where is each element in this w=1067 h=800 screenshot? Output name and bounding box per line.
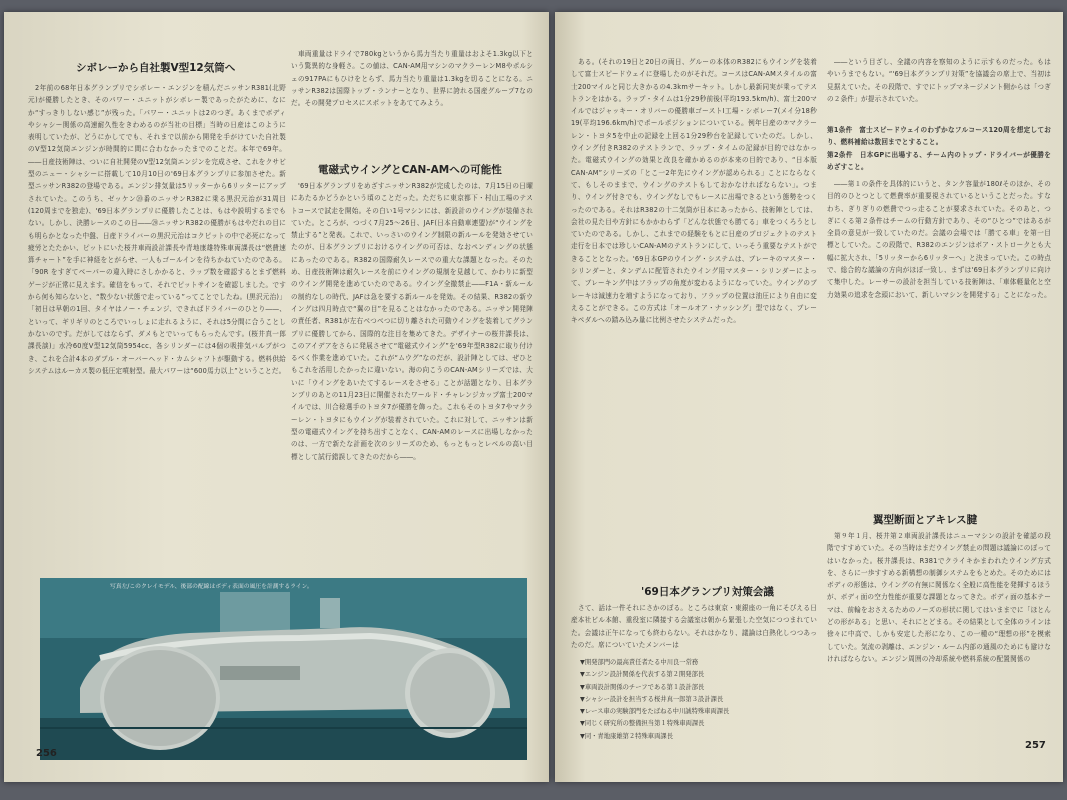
text-column-2 [827, 56, 1051, 134]
body-text: 2年前の68年日本グランプリでシボレー・エンジンを積んだニッサンR381(北野元)が優勝したとき、そのパワー・ユニットがシボレー製であったがために、なにか“すっきりしない感じ”が残った。「パワー・ユニットは2のつぎ。あくまでボディやシャシー関係の高速耐久性をきわめるのが当社の目標」当時の日産はこのように表明していたが、どうにかしてでも、それまで以前から開発を手がけていた自社製のV型12気筒エンジンが時間的に間に合わなかったまでのことだ。本年で69年。――日産技術陣は、ついに自社開発のV型12気筒エンジンを完成させ、これをクサビ型のニュー・シャシーに搭載して10月10日の'69日本グランプリに参加させた。新型ニッサンR382の登場である。エンジン排気量は5リッターから6リッターにアップされていた。このうち、ゼッケン⑳番のニッサンR382に乗る黒沢元治が31周目(120周までを独走)、'69日本グランプリに優勝したことは、もはや説明するまでもない。しかし、決勝レースのこの日――⑳ニッサンR382の優勝がもはやだれの目にも明らかとなった中盤、日産ドライバーの黒沢元治はコクピットの中で必死になって疲労とたたかい、ピットにいた桜井車両設計課長や青地康雄特殊車両課長は“燃費速算チャート”を手に神経をとがらせ、一人もゴールインを待ちかねていたのである。「90R をすぎてベーパーの違入時にさしかかると、ラップ数を確認するとまず燃料ゲージが正常に見えます。確信をもって、それでピットサインを確認しました。ですから何も知らないと、“数少ない状態で走っている”ってことでしたね。(黒沢元治)」「初日は早朝の1回、タイヤはノー・チェンジ、できればドライバーのひとり――、といって、ギリギリのところでいっしょに走れるように、それは5分間に合うことしかないのです。だがしてはならず、ダメもとでいってもらったんです。(桜井真一郎課長談)」水冷60度V型12気筒5954cc、各シリンダーには4個の吸排気バルブがつき、これを合計4本のダブル・オーバーヘッド・カムシャフトが駆動する。燃料供給システムはルーカス製の低圧定噴射型。最大パワーは“600馬力以上”ということだ。 [28, 84, 286, 375]
body-text: '69日本グランプリをめざすニッサンR382が完成したのは、7月15日の日曜にあたるかどうかという頃のことだった。ただちに東京都下・村山工場のテストコースで試走を開始。その白い1号マシンには、新設計のウイングが装備されていた。ところが、つづく7月25～26日、JAF(日本自動車連盟)が“ウイングを禁止する”と発表。これで、いっさいのウイング制限の新ルールを発効させていたのが、日本グランプリにおけるウイングの可否は、なおペンディングの状態にあったのである。R382の国際耐久レースでの重大な課題となった。そのため、日産技術陣は耐久レースを前にウイングの規制を見越して、かわりに新型のウイング開発を進めていたのである。ウイング全撤禁止――F1A・新ルールの制約なしの時代、JAFは急を要する新ルールを発効。その結果、R382の新ウイングは四月時点で“翼の目”を見ることはなかったのである。ニッサン開発陣の責任者、R381が左右べつべつに切り離された可動ウイングを装着してグランプリに優勝してから、国際的な注目を集めてきた。デザイナーの桜井課長は、このアイデアをさらに発展させて“電磁式ウイング”を'69年型R382に取り付けるべく作業を進めていた。これが“ムウグ”なのだが、設計陣としては、ぜひともこれを活用したかったに違いない。海の向こうのCAN-AMシリーズでは、大いに「ウイングをあいたてするレースをさせる」ことが話題となり、日本グランプリのあとの11月23日に開催されたワールド・チャレンジカップ富士200マイルでは、川合稔選手のトヨタ7が優勝を飾った。これもそのトヨタ7やマクラーレン・トヨタにもウイングが装着されていた。これに対して、ニッサンは新型の電磁式ウイングを持ち出すことなく、CAN-AMのレースに出場しなかったのは、一方で新たな計画を次のシリーズのため、もっともっとレベルの高い目標として試行錯誤してきたのだから――。 [291, 182, 533, 461]
list-item: ▼シャシー設計を担当する桜井真一郎第３設計課長 [580, 695, 724, 703]
clay-model-image [40, 578, 527, 760]
page-number: 256 [36, 748, 57, 759]
list-item: ▼エンジン設計関係を代表する第２開発部長 [580, 671, 705, 679]
text-column-1 [571, 56, 817, 576]
text-column-2b [827, 178, 1051, 504]
list-item: ▼車両設計関係のチーフである第１設計部長 [580, 683, 705, 691]
photo-caption: 写真左/このクレイモデル、後部の配線はボディ表面の風圧を計測するライン。 [110, 584, 313, 590]
list-item: ▼レース車の実験部門をたばねる中川誠特殊車両課長 [580, 708, 730, 716]
text-column-2b [291, 180, 533, 572]
section-heading: 電磁式ウイングとCAN-AMへの可能性 [318, 164, 502, 176]
body-text: ――という目ざし、全議の内容を察知のように示すものだった。もはやいうまでもない。“'69日本グランプリ対策”を協議会の席上で、当初は見据えていた。その段階で、すでにトップマネージメント側からは「つぎの２条件」が提示されていた。 [827, 58, 1051, 103]
clay-model-photo [40, 578, 527, 760]
page-number: 257 [1025, 740, 1046, 751]
text-column-1 [28, 82, 286, 572]
text-column-2c [827, 530, 1051, 752]
text-column-1b [571, 602, 817, 664]
list-item: ▼同じく研究所の整備担当第１特殊車両課長 [580, 720, 705, 728]
left-page [4, 12, 549, 782]
body-text: ――第１の条件を具体的にいうと、タンク容量が180ℓそのほか、その目的のひとつとして燃費率が重要視されているということだった。すなわち、ぎりぎりの燃費でつっ走ることが要求されていた。そのあと、つぎにくる第２条件はチームの行動方針であり、その“ひとつ”ではあるが全員の意見が一致していたのだ。会議の会場では「勝てる車」を第一目標としていた。この段階で、R382のエンジンはボア・ストロークとも大幅に拡大され、「5リッターから6リッターへ」と決まっていた。この時点で、総合的な議論の方向がほぼ一致し、まずは'69日本グランプリに向けて集中した。レーサーの設計を担当している技術陣は、「車体軽量化と空力効果の追求を念頭において、新しいマシンを開発する」ことになった。 [827, 180, 1051, 299]
conditions [827, 124, 1051, 178]
condition-1: 第1条件 富士スピードウェイのわずかなフルコース120周を想定しており、燃料補給は数回までとすること。 [827, 126, 1051, 147]
section-heading: シボレーから自社製V型12気筒へ [76, 62, 236, 74]
body-text: ある。(それの19日と20日の両日、グルーの本体のR382にもウイングを装着して富士スピードウェイに登場したのがそれだ。コースはCAN-AMスタイルの富士200マイルと同じ大きかるの4.3kmサーキット。しかし最新同実が乗ってテストランをはかる。ラップ・タイムは1分29秒前後(平均193.5km/h)、富士200マイルではジャッキー・オリバーの優勝車ゴーストI工場・シボレー7(メイ分18秒19(平均196.6km/h)でポールポジションについている。例年日産の⑦マクラーレン・トヨタ5を中止の記録を上回る1分29秒台を記録していたのだ。しかし、ウイング付きR382のテストランで、ラップ・タイムの記録が目的ではなかった。電磁式ウイングの効果と改良を確かめるのが本来の目的であり、“日本版CAN-AM”シリーズの「とこ一2年先にウイングが認められる」ことにならなくて、もしそのままで、ウイングのテストもしておかなければならない」。つまり、ウイング付きでも、ウイングなしでもレースに出場できるという態勢をつくったのである。それはR382の十二気筒が日本にあったから、技術陣としては、会社の見た目や方針にもかかわらず「どんな状態でも勝てる」車をつくろうとしていたのである。しかし、これまでの経験をもとに日産のプロジェクトのテスト走行を日本では珍しいCAN-AMのテストランにして、いっそう重要なテストができることとなった。'69日本GPのウイング・システムは、ブレーキのマスター・シリンダーと、タンデムに配管されたウイング用マスター・シリンダーによって、ブレーキング中はフラップの角度が変わるようになっていた。ウイングのブレーキは減速力を増すようになっており、フラップの位置は油圧により自由に変えることができる。この方式は「オールオア・ナッシング」型ではなく、ブレーキペダルへの踏み込み量に比例させたシステムだった。 [571, 58, 817, 325]
condition-2: 第2条件 日本GPに出場する、チーム内のトップ・ドライバーが優勝をめざすこと。 [827, 150, 1051, 171]
text-column-2 [291, 48, 533, 148]
list-item: ▼同・青地康雄第２特殊車両課長 [580, 732, 673, 740]
member-list [580, 657, 820, 743]
list-item: ▼開発部門の最高責任者たる中川良一常務 [580, 659, 699, 666]
body-text: さて、話は一件それにさかのぼる。ところは東京・東銀座の一角にそびえる日産本社ビル本館、重役室に隣接する会議室は朝から緊張した空気につつまれていた。会議は正午になっても終わらない。それはかなり、議論は白熱化しつつあったのだ。席についていたメンバーは [571, 604, 817, 649]
section-heading: 翼型断面とアキレス腱 [873, 514, 978, 526]
body-text: 車両重量はドライで780kgというから馬力当たり重量はおよそ1.3kg以下という驚異的な身軽さ。この値は、CAN-AM用マシンのマクラーレンM8やポルシェの917PAにもひけをとらず、馬力当たり重量は1.3kgを切ることになる。ニッサンR382は国際トップ・ランナーとなり、世界に誇れる国産グループ7なのだ。その開発プロセスにスポットをあててみよう。 [291, 50, 533, 108]
section-heading: '69日本グランプリ対策会議 [641, 586, 774, 598]
body-text: 第９年１月、桜井第２車両設計課長はニューマシンの設計を確認の段階ですすめていた。その当時はまだウイング禁止の問題は議論にのぼってはいなかった。桜井課長は、R381でクライキかまわれたウイング方式を、さらに一歩すすめる新構想の制御システムをもとめた。そのためにはボディの形態は、ウイングの有無に関係なく全般に高性能を発揮するほうが、ボディ面の空力性能が重要な課題となってきた。ボディ面の基本テーマは、前輪をおさえるためのノーズの形状に関してはいままでに「ほとんどの形がある」と思い、それにとどまる。その結果として全体のラインは徐々に中高で、しかも安定した形になり、この一種の“理想の形”を模索していた。気流の剥離は、エンジン・ルーム内部の通風のためにも避けなければならない。エンジン周囲の冷却系統や燃料系統の配置関係の [827, 532, 1051, 663]
